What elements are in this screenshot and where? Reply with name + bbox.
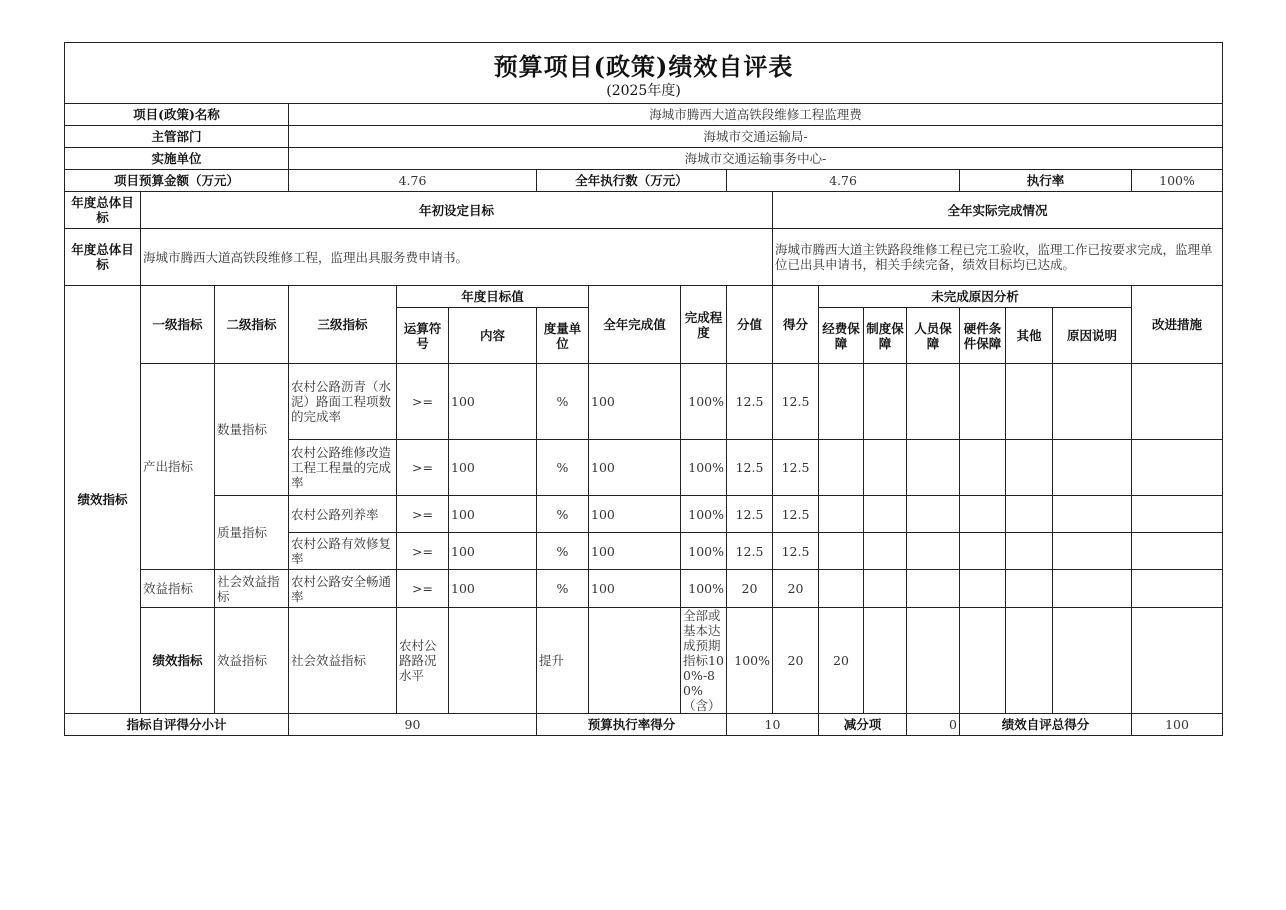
header-level2: 二级指标 — [215, 286, 289, 364]
header-annual-target: 年度目标值 — [397, 286, 589, 308]
evaluation-table — [64, 42, 1223, 736]
row-other — [1006, 364, 1053, 440]
row-actual: 100 — [589, 364, 681, 440]
goal-label-top: 年度总体目标 — [65, 192, 141, 229]
page-subtitle: (2025年度) — [606, 82, 681, 99]
row-improvement — [1132, 533, 1223, 570]
row-funding — [819, 533, 864, 570]
row-value: 12.5 — [727, 496, 773, 533]
row-system — [864, 364, 907, 440]
row-score: 12.5 — [773, 496, 819, 533]
header-reason-note: 原因说明 — [1053, 308, 1132, 364]
row-system — [864, 570, 907, 608]
row-score: 20 — [773, 570, 819, 608]
row-content: 100 — [449, 533, 537, 570]
budget-label: 项目预算金额（万元） — [65, 170, 289, 192]
row-actual: 100 — [589, 440, 681, 496]
dept-value: 海城市交通运输局- — [289, 126, 1223, 148]
header-hardware: 硬件条件保障 — [960, 308, 1006, 364]
unit-value: 海城市交通运输事务中心- — [289, 148, 1223, 170]
row-completion: 100% — [727, 608, 773, 714]
row-name: 农村公路沥青（水泥）路面工程项数的完成率 — [289, 364, 397, 440]
dept-label: 主管部门 — [65, 126, 289, 148]
row-unit: % — [537, 533, 589, 570]
group-social-2: 社会效益指标 — [289, 608, 397, 714]
row-personnel — [907, 533, 960, 570]
row-name: 农村公路安全畅通率 — [289, 570, 397, 608]
project-name-label: 项目(政策)名称 — [65, 104, 289, 126]
row-hardware — [1006, 608, 1053, 714]
row-personnel — [907, 364, 960, 440]
budget-value: 4.76 — [289, 170, 537, 192]
row-operator — [449, 608, 537, 714]
perf-indicator-label: 绩效指标 — [65, 286, 141, 714]
row-improvement — [1132, 364, 1223, 440]
row-completion: 100% — [681, 496, 727, 533]
row-funding — [819, 496, 864, 533]
table-row — [65, 364, 1223, 440]
row-reason-note — [1053, 440, 1132, 496]
row-funding — [819, 570, 864, 608]
row-other — [1006, 533, 1053, 570]
perf-indicator-label-2: 绩效指标 — [141, 608, 215, 714]
header-system: 制度保障 — [864, 308, 907, 364]
row-completion: 100% — [681, 440, 727, 496]
goal-label: 年度总体目标 — [65, 229, 141, 286]
deduct-value: 0 — [907, 714, 960, 736]
group-social: 社会效益指标 — [215, 570, 289, 608]
row-reason-note — [1132, 608, 1223, 714]
exec-value: 4.76 — [727, 170, 960, 192]
row-name: 农村公路列养率 — [289, 496, 397, 533]
table-row — [65, 496, 1223, 533]
row-other — [1006, 570, 1053, 608]
budget-score-value: 10 — [727, 714, 819, 736]
row-hardware — [960, 496, 1006, 533]
header-level3: 三级指标 — [289, 286, 397, 364]
table-row — [65, 570, 1223, 608]
header-unit: 度量单位 — [537, 308, 589, 364]
row-unit: % — [537, 570, 589, 608]
row-operator: >= — [397, 364, 449, 440]
row-funding — [819, 440, 864, 496]
group-output: 产出指标 — [141, 364, 215, 570]
row-system — [864, 533, 907, 570]
title-cell — [65, 43, 1223, 104]
initial-goal-text: 海城市腾西大道高铁段维修工程，监理出具服务费申请书。 — [141, 229, 773, 286]
row-reason-note — [1053, 364, 1132, 440]
row-actual: 全部或基本达成预期指标100%-80%（含） — [681, 608, 727, 714]
row-system — [864, 496, 907, 533]
page-title: 预算项目(政策)绩效自评表 — [493, 51, 794, 81]
budget-score-label: 预算执行率得分 — [537, 714, 727, 736]
row-reason-note — [1053, 533, 1132, 570]
row-actual: 100 — [589, 570, 681, 608]
header-score-value: 分值 — [727, 286, 773, 364]
row-hardware — [960, 570, 1006, 608]
row-system — [907, 608, 960, 714]
actual-goal-text: 海城市腾西大道主铁路段维修工程已完工验收，监理工作已按要求完成，监理单位已出具申请书，相关手续完备，绩效目标均已达成。 — [773, 229, 1223, 286]
row-operator: >= — [397, 440, 449, 496]
total-value: 100 — [1132, 714, 1223, 736]
header-score: 得分 — [773, 286, 819, 364]
table-row — [65, 608, 1223, 714]
row-value: 12.5 — [727, 440, 773, 496]
row-content: 100 — [449, 570, 537, 608]
row-funding — [819, 364, 864, 440]
row-reason-note — [1053, 570, 1132, 608]
header-actual-value: 全年完成值 — [589, 286, 681, 364]
row-value: 12.5 — [727, 364, 773, 440]
header-personnel: 人员保障 — [907, 308, 960, 364]
row-value: 20 — [773, 608, 819, 714]
row-other — [1006, 440, 1053, 496]
row-operator: >= — [397, 533, 449, 570]
group-benefit: 效益指标 — [141, 570, 215, 608]
group-quality: 质量指标 — [215, 496, 289, 570]
header-completion: 完成程度 — [681, 286, 727, 364]
header-other: 其他 — [1006, 308, 1053, 364]
total-label: 绩效自评总得分 — [960, 714, 1132, 736]
row-other — [1053, 608, 1132, 714]
row-funding — [864, 608, 907, 714]
row-personnel — [907, 570, 960, 608]
row-personnel — [907, 496, 960, 533]
row-name: 农村公路路况水平 — [397, 608, 449, 714]
header-improvement: 改进措施 — [1132, 286, 1223, 364]
row-completion: 100% — [681, 570, 727, 608]
row-other — [1006, 496, 1053, 533]
row-unit — [589, 608, 681, 714]
row-personnel — [907, 440, 960, 496]
row-improvement — [1132, 496, 1223, 533]
row-system — [864, 440, 907, 496]
subtotal-value: 90 — [289, 714, 537, 736]
row-completion: 100% — [681, 364, 727, 440]
deduct-label: 减分项 — [819, 714, 907, 736]
row-score: 12.5 — [773, 440, 819, 496]
project-name: 海城市腾西大道高铁段维修工程监理费 — [289, 104, 1223, 126]
row-name: 农村公路维修改造工程工程量的完成率 — [289, 440, 397, 496]
row-content: 提升 — [537, 608, 589, 714]
row-completion: 100% — [681, 533, 727, 570]
row-content: 100 — [449, 440, 537, 496]
row-name: 农村公路有效修复率 — [289, 533, 397, 570]
rate-value: 100% — [1132, 170, 1223, 192]
row-improvement — [1132, 570, 1223, 608]
row-personnel — [960, 608, 1006, 714]
row-operator: >= — [397, 570, 449, 608]
row-score: 20 — [819, 608, 864, 714]
row-hardware — [960, 533, 1006, 570]
header-level1: 一级指标 — [141, 286, 215, 364]
row-value: 20 — [727, 570, 773, 608]
row-content: 100 — [449, 364, 537, 440]
row-unit: % — [537, 496, 589, 533]
row-actual: 100 — [589, 496, 681, 533]
row-score: 12.5 — [773, 533, 819, 570]
row-unit: % — [537, 440, 589, 496]
header-funding: 经费保障 — [819, 308, 864, 364]
row-hardware — [960, 440, 1006, 496]
row-reason-note — [1053, 496, 1132, 533]
initial-goal-label: 年初设定目标 — [141, 192, 773, 229]
row-actual: 100 — [589, 533, 681, 570]
rate-label: 执行率 — [960, 170, 1132, 192]
header-reason-analysis: 未完成原因分析 — [819, 286, 1132, 308]
group-benefit-2: 效益指标 — [215, 608, 289, 714]
row-value: 12.5 — [727, 533, 773, 570]
row-hardware — [960, 364, 1006, 440]
evaluation-sheet — [64, 42, 1222, 736]
actual-goal-label: 全年实际完成情况 — [773, 192, 1223, 229]
exec-label: 全年执行数（万元） — [537, 170, 727, 192]
subtotal-label: 指标自评得分小计 — [65, 714, 289, 736]
row-operator: >= — [397, 496, 449, 533]
header-content: 内容 — [449, 308, 537, 364]
unit-label: 实施单位 — [65, 148, 289, 170]
row-unit: % — [537, 364, 589, 440]
group-quantity: 数量指标 — [215, 364, 289, 496]
row-score: 12.5 — [773, 364, 819, 440]
header-operator: 运算符号 — [397, 308, 449, 364]
row-improvement — [1132, 440, 1223, 496]
row-content: 100 — [449, 496, 537, 533]
